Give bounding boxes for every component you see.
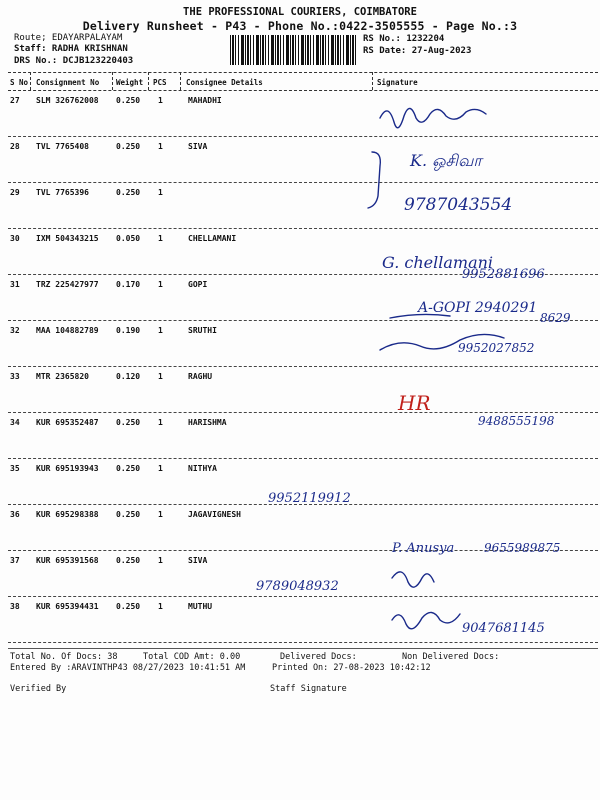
- header-signature: Signature: [377, 78, 418, 87]
- cell-consignee: MAHADHI: [188, 96, 222, 105]
- cell-consignee: GOPI: [188, 280, 208, 289]
- row-separator: [8, 320, 598, 321]
- row-separator: [8, 596, 598, 597]
- cell-sno: 35: [10, 464, 20, 473]
- header-consignment: Consignment No: [36, 78, 100, 87]
- cell-weight: 0.250: [116, 142, 141, 151]
- phone-34-text: 9488555198: [478, 414, 555, 428]
- row-separator: [8, 458, 598, 459]
- cell-pcs: 1: [158, 602, 163, 611]
- cell-consignee: SIVA: [188, 556, 208, 565]
- cell-weight: 0.050: [116, 234, 141, 243]
- sig-31-text: A-GOPI 2940291: [418, 300, 538, 316]
- row-separator: [8, 550, 598, 551]
- cell-consignee: MUTHU: [188, 602, 213, 611]
- signature-38-scribble: [392, 612, 460, 628]
- cell-consignment-no: KUR 695391568: [36, 556, 99, 565]
- header-sno: S No: [10, 78, 29, 87]
- cell-pcs: 1: [158, 556, 163, 565]
- cell-weight: 0.250: [116, 464, 141, 473]
- cell-consignment-no: KUR 695193943: [36, 464, 99, 473]
- cell-weight: 0.250: [116, 602, 141, 611]
- phone-35-text: 9952119912: [268, 491, 351, 506]
- cell-consignee: SIVA: [188, 142, 208, 151]
- cell-consignee: NITHYA: [188, 464, 217, 473]
- cell-sno: 29: [10, 188, 20, 197]
- cell-consignee: RAGHU: [188, 372, 213, 381]
- cell-consignment-no: SLM 326762008: [36, 96, 99, 105]
- phone-32-text: 9952027852: [458, 341, 535, 355]
- cell-consignment-no: MTR 2365820: [36, 372, 89, 381]
- cell-consignment-no: TRZ 225427977: [36, 280, 99, 289]
- cell-sno: 28: [10, 142, 20, 151]
- signature-37-scribble: [392, 572, 434, 587]
- cell-pcs: 1: [158, 234, 163, 243]
- rs-date: RS Date: 27-Aug-2023: [363, 46, 472, 56]
- row-separator: [8, 642, 598, 643]
- cell-pcs: 1: [158, 326, 163, 335]
- cell-pcs: 1: [158, 96, 163, 105]
- row-separator: [8, 412, 598, 413]
- cell-pcs: 1: [158, 510, 163, 519]
- row-separator: [8, 182, 598, 183]
- barcode: [230, 35, 356, 65]
- cell-consignment-no: TVL 7765396: [36, 188, 89, 197]
- cell-consignment-no: KUR 695298388: [36, 510, 99, 519]
- cell-sno: 27: [10, 96, 20, 105]
- phone-31a-text: 9952881696: [462, 267, 545, 282]
- table-top-rule: [8, 72, 598, 73]
- cell-pcs: 1: [158, 372, 163, 381]
- cell-sno: 33: [10, 372, 20, 381]
- cell-pcs: 1: [158, 280, 163, 289]
- cell-weight: 0.250: [116, 96, 141, 105]
- cell-weight: 0.250: [116, 418, 141, 427]
- cell-weight: 0.120: [116, 372, 141, 381]
- signature-33-scribble: [380, 334, 504, 350]
- header-weight: Weight: [116, 78, 144, 87]
- col-divider: [180, 72, 181, 90]
- footer-rule: [8, 648, 598, 649]
- total-docs: Total No. Of Docs: 38: [10, 652, 118, 662]
- cell-weight: 0.250: [116, 188, 141, 197]
- rs-number: RS No.: 1232204: [363, 34, 445, 44]
- sig-28-text: K. ஒசிவா: [410, 151, 482, 170]
- route-label: Route; EDAYARPALAYAM: [14, 33, 123, 43]
- cell-sno: 32: [10, 326, 20, 335]
- cell-pcs: 1: [158, 142, 163, 151]
- verified-by-label: Verified By: [10, 684, 67, 694]
- non-delivered-docs: Non Delivered Docs:: [402, 652, 500, 662]
- col-divider: [30, 72, 31, 90]
- cell-consignment-no: MAA 104882789: [36, 326, 99, 335]
- cell-sno: 30: [10, 234, 20, 243]
- cell-consignee: HARISHMA: [188, 418, 227, 427]
- col-divider: [372, 72, 373, 90]
- cell-weight: 0.190: [116, 326, 141, 335]
- cell-weight: 0.250: [116, 510, 141, 519]
- phone-29-text: 9787043554: [404, 195, 513, 215]
- sig-36-text: P. Anusya: [392, 541, 455, 556]
- cell-consignment-no: IXM 504343215: [36, 234, 99, 243]
- col-divider: [112, 72, 113, 90]
- signature-27-scribble: [380, 108, 486, 127]
- row-separator: [8, 228, 598, 229]
- cell-sno: 36: [10, 510, 20, 519]
- cell-pcs: 1: [158, 418, 163, 427]
- cell-pcs: 1: [158, 188, 163, 197]
- row-separator: [8, 136, 598, 137]
- bracket-mark: [368, 152, 380, 208]
- header-pcs: PCS: [153, 78, 167, 87]
- staff-label: Staff: RADHA KRISHNAN: [14, 44, 128, 54]
- entered-by: Entered By :ARAVINTHP43 08/27/2023 10:41:51 AM: [10, 663, 246, 673]
- cell-sno: 37: [10, 556, 20, 565]
- phone-36-text: 9655989875: [484, 541, 561, 555]
- sig-33-text: HR: [398, 391, 431, 415]
- cell-consignee: JAGAVIGNESH: [188, 510, 241, 519]
- cell-consignment-no: TVL 7765408: [36, 142, 89, 151]
- drs-label: DRS No.: DCJB123220403: [14, 56, 134, 66]
- header-consignee: Consignee Details: [186, 78, 263, 87]
- phone-37-text: 9789048932: [256, 579, 339, 594]
- phone-38-text: 9047681145: [462, 621, 545, 636]
- row-separator: [8, 366, 598, 367]
- cell-consignment-no: KUR 695352487: [36, 418, 99, 427]
- cell-weight: 0.250: [116, 556, 141, 565]
- company-title: THE PROFESSIONAL COURIERS, COIMBATORE: [183, 6, 417, 18]
- num-31b-text: 8629: [540, 311, 571, 325]
- cell-consignee: SRUTHI: [188, 326, 217, 335]
- total-cod: Total COD Amt: 0.00: [143, 652, 241, 662]
- cell-consignee: CHELLAMANI: [188, 234, 237, 243]
- cell-sno: 31: [10, 280, 20, 289]
- sig-30-text: G. chellamani: [382, 253, 494, 272]
- col-divider: [148, 72, 149, 90]
- row-separator: [8, 504, 598, 505]
- delivered-docs: Delivered Docs:: [280, 652, 357, 662]
- printed-on: Printed On: 27-08-2023 10:42:12: [272, 663, 431, 673]
- cell-weight: 0.170: [116, 280, 141, 289]
- cell-pcs: 1: [158, 464, 163, 473]
- signature-31-underline: [390, 314, 450, 318]
- cell-sno: 34: [10, 418, 20, 427]
- row-separator: [8, 274, 598, 275]
- table-header-rule: [8, 90, 598, 91]
- cell-sno: 38: [10, 602, 20, 611]
- staff-signature-label: Staff Signature: [270, 684, 347, 694]
- cell-consignment-no: KUR 695394431: [36, 602, 99, 611]
- runsheet-subtitle: Delivery Runsheet - P43 - Phone No.:0422-3505555 - Page No.:3: [82, 19, 518, 33]
